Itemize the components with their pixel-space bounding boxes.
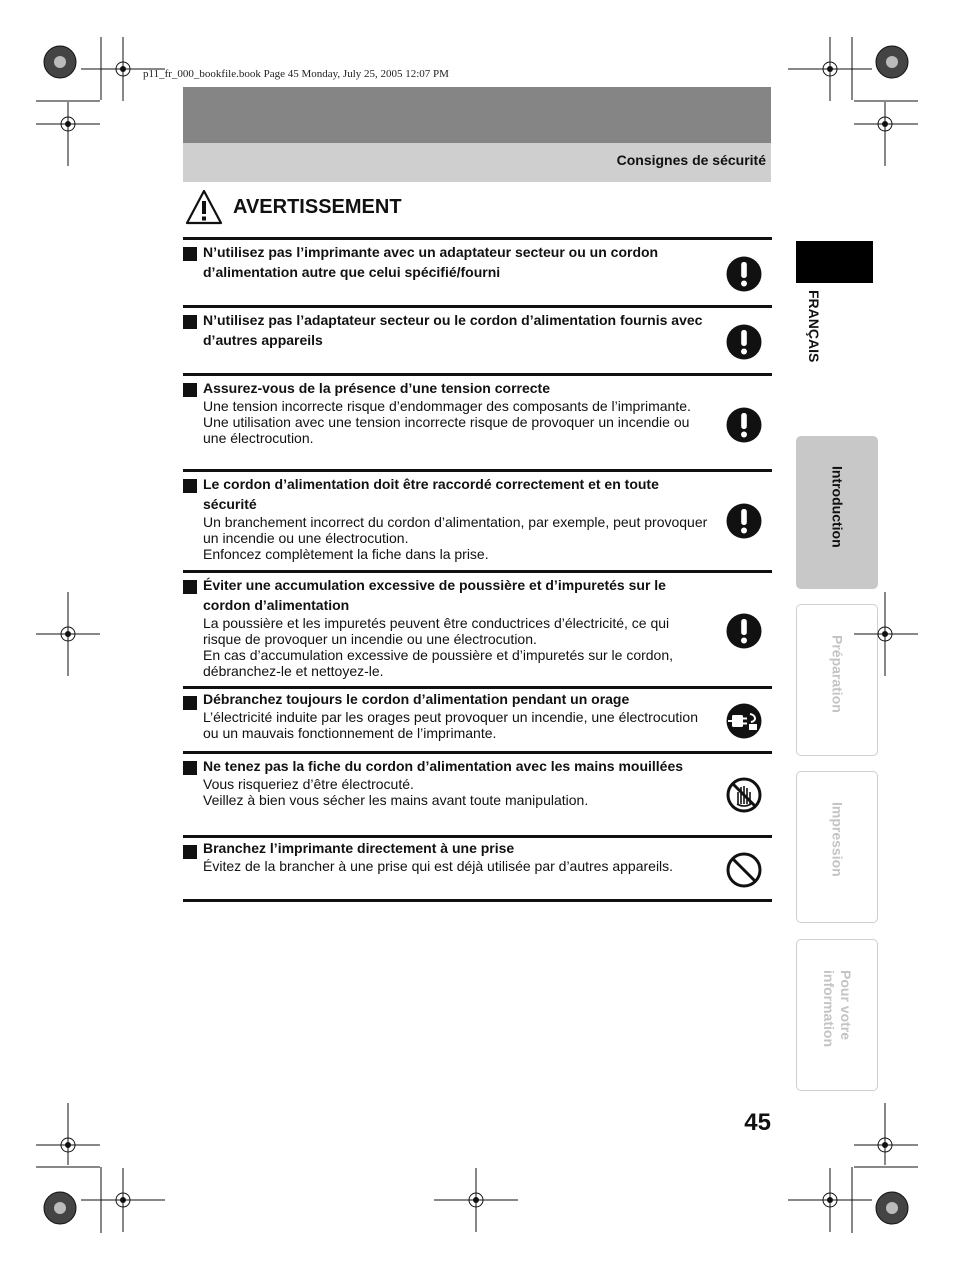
item-body-line: Un branchement incorrect du cordon d’alimentation, par exemple, peut provoquer un incendie ou une électrocution. (203, 514, 708, 546)
item-title: Le cordon d’alimentation doit être raccordé correctement et en toute sécurité (203, 476, 659, 512)
item-body: L’électricité induite par les orages peut provoquer un incendie, une électrocution ou un mauvais fonctionnement de l’imprimante. (203, 709, 698, 741)
item-title: N’utilisez pas l’imprimante avec un adaptateur secteur ou un cordon d’alimentation autre que celui spécifié/fourni (203, 244, 659, 280)
item-title: Débranchez toujours le cordon d’alimentation pendant un orage (203, 691, 630, 707)
tab-label: Pour votre information (821, 970, 854, 1047)
warning-heading: AVERTISSEMENT (233, 196, 402, 218)
item-title: Branchez l’imprimante directement à une prise (203, 840, 515, 856)
item-body-line: Une tension incorrecte risque d’endommager des composants de l’imprimante. (203, 398, 691, 414)
item-title: Éviter une accumulation excessive de poussière et d’impuretés sur le cordon d’alimentation (203, 577, 666, 613)
tab-label: Impression (829, 802, 846, 877)
item-body-line: Enfoncez complètement la fiche dans la prise. (203, 546, 489, 562)
item-title: Assurez-vous de la présence d’une tension correcte (203, 380, 551, 396)
section-title: Consignes de sécurité (616, 152, 766, 168)
registration-target (854, 102, 918, 166)
registration-target (36, 1103, 100, 1165)
registration-target (854, 1103, 918, 1165)
item-title: Ne tenez pas la fiche du cordon d’alimentation avec les mains mouillées (203, 758, 684, 774)
item-title: N’utilisez pas l’adaptateur secteur ou le cordon d’alimentation fournis avec d’autres appareils (203, 312, 703, 348)
item-body-line: Vous risqueriez d’être électrocuté. (203, 776, 414, 792)
starburst-target (44, 46, 908, 1224)
tab-label: Préparation (829, 635, 846, 713)
print-header: p11_fr_000_bookfile.book Page 45 Monday, July 25, 2005 12:07 PM (143, 68, 449, 80)
item-body-line: En cas d’accumulation excessive de poussière et d’impuretés sur le cordon, débranchez-le et nettoyez-le. (203, 647, 674, 679)
item-body: Évitez de la brancher à une prise qui est déjà utilisée par d’autres appareils. (203, 858, 674, 874)
registration-target (36, 102, 100, 166)
language-tab: FRANÇAIS (806, 290, 822, 363)
page-number: 45 (744, 1109, 771, 1136)
item-body-line: Veillez à bien vous sécher les mains avant toute manipulation. (203, 792, 589, 808)
tab-label: Introduction (829, 466, 846, 548)
item-body-line: Une utilisation avec une tension incorrecte risque de provoquer un incendie ou une électrocution. (203, 414, 690, 446)
item-body-line: La poussière et les impuretés peuvent être conductrices d’électricité, ce qui risque de provoquer un incendie ou une électrocution. (203, 615, 670, 647)
